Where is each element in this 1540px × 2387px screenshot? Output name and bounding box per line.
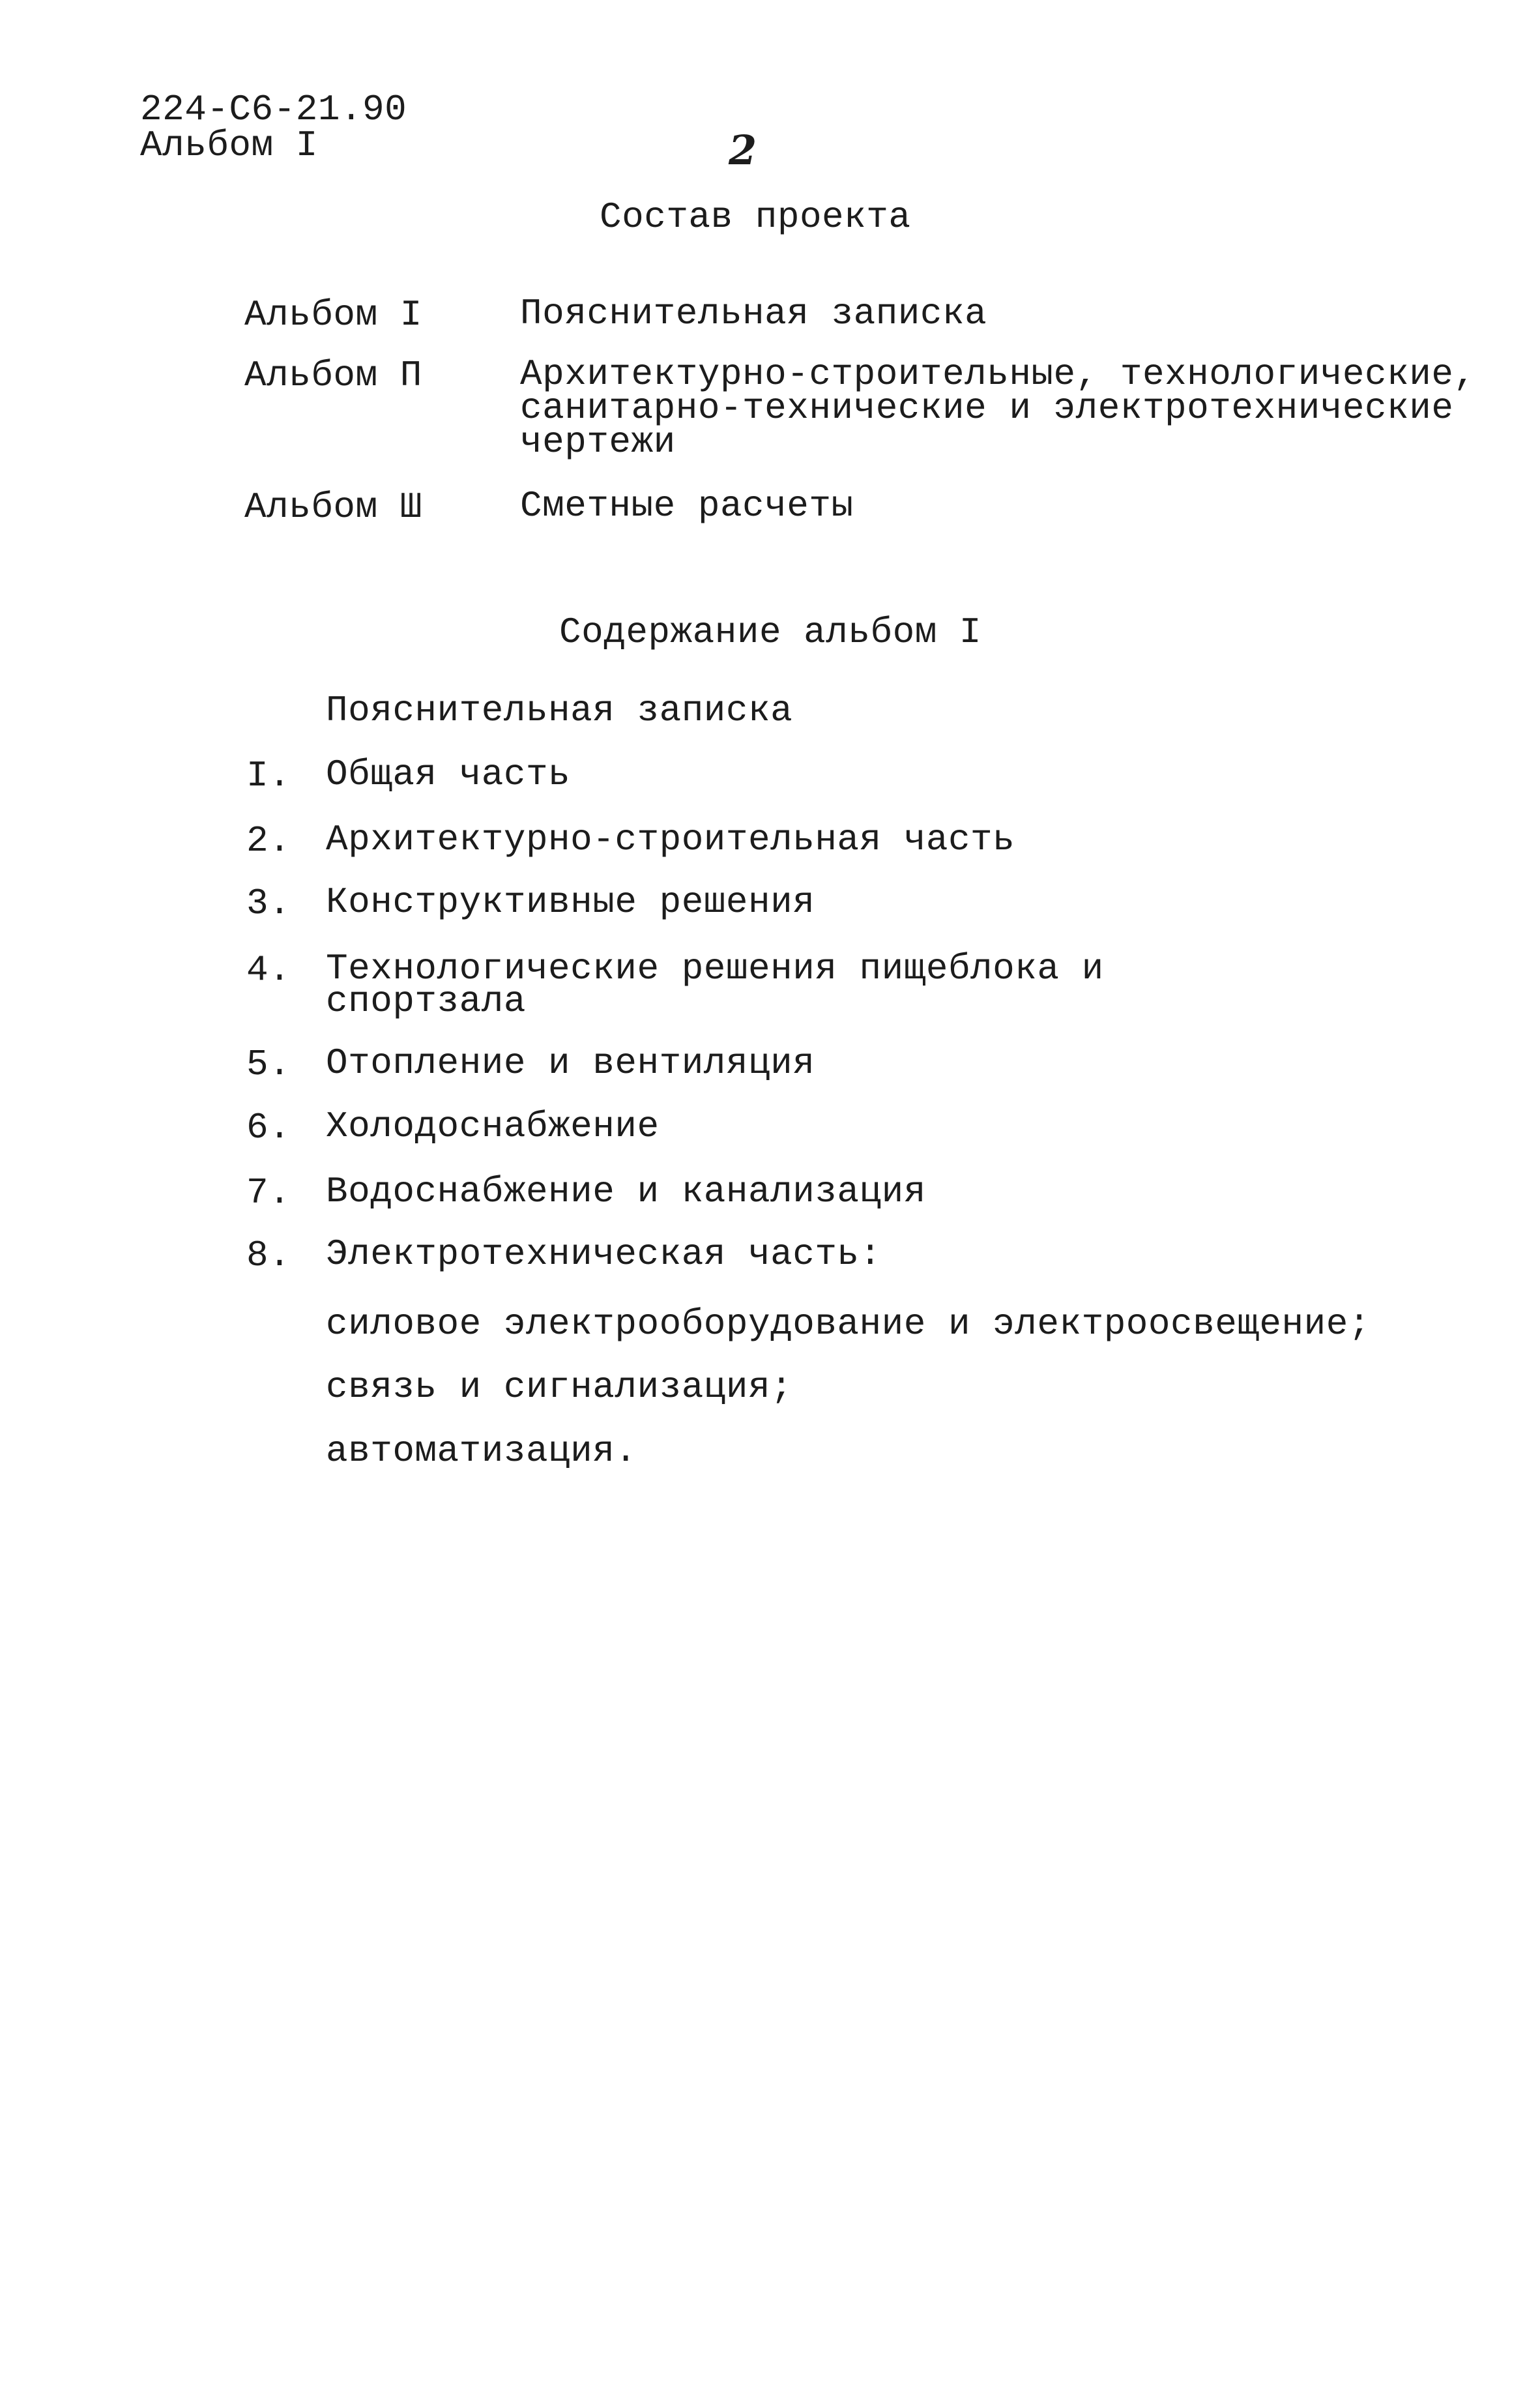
composition-label-3: Альбом Ш bbox=[244, 486, 422, 528]
document-code: 224-С6-21.90 bbox=[140, 89, 407, 130]
contents-item-6: Холодоснабжение bbox=[326, 1106, 660, 1147]
album-mark: Альбом I bbox=[140, 124, 318, 166]
contents-item-number-6: 6. bbox=[246, 1107, 291, 1149]
composition-text-1: Пояснительная записка bbox=[520, 293, 987, 334]
contents-title: Содержание альбом I bbox=[559, 611, 982, 653]
contents-item-number-8: 8. bbox=[246, 1235, 291, 1276]
contents-subitem-1: силовое электрооборудование и электроосвещение; bbox=[326, 1303, 1371, 1345]
composition-label-2: Альбом П bbox=[244, 355, 422, 396]
contents-item-number-2: 2. bbox=[246, 820, 291, 862]
composition-text-2-line-1: Архитектурно-строительные, технологические, bbox=[520, 353, 1476, 395]
contents-item-number-5: 5. bbox=[246, 1044, 291, 1085]
contents-explanatory-note: Пояснительная записка bbox=[326, 690, 793, 731]
composition-text-3: Сметные расчеты bbox=[520, 485, 854, 527]
contents-item-number-4: 4. bbox=[246, 949, 291, 991]
composition-text-2-line-2: санитарно-технические и электротехнические bbox=[520, 387, 1454, 429]
contents-subitem-3: автоматизация. bbox=[326, 1430, 637, 1472]
contents-item-number-7: 7. bbox=[246, 1172, 291, 1214]
composition-label-1: Альбом I bbox=[244, 294, 422, 336]
contents-item-4-line-1: Технологические решения пищеблока и bbox=[326, 948, 1104, 989]
contents-item-2: Архитектурно-строительная часть bbox=[326, 819, 1015, 860]
contents-item-5: Отопление и вентиляция bbox=[326, 1042, 815, 1084]
contents-item-number-3: 3. bbox=[246, 883, 291, 924]
contents-item-4-line-2: спортзала bbox=[326, 980, 526, 1022]
contents-item-3: Конструктивные решения bbox=[326, 881, 815, 923]
composition-title: Состав проекта bbox=[600, 196, 911, 238]
contents-item-number-1: I. bbox=[246, 755, 291, 797]
composition-text-2-line-3: чертежи bbox=[520, 421, 676, 463]
page-number: 2 bbox=[729, 126, 757, 174]
contents-item-7: Водоснабжение и канализация bbox=[326, 1171, 926, 1212]
contents-item-1: Общая часть bbox=[326, 754, 571, 795]
contents-item-8: Электротехническая часть: bbox=[326, 1233, 882, 1275]
contents-subitem-2: связь и сигнализация; bbox=[326, 1366, 793, 1408]
